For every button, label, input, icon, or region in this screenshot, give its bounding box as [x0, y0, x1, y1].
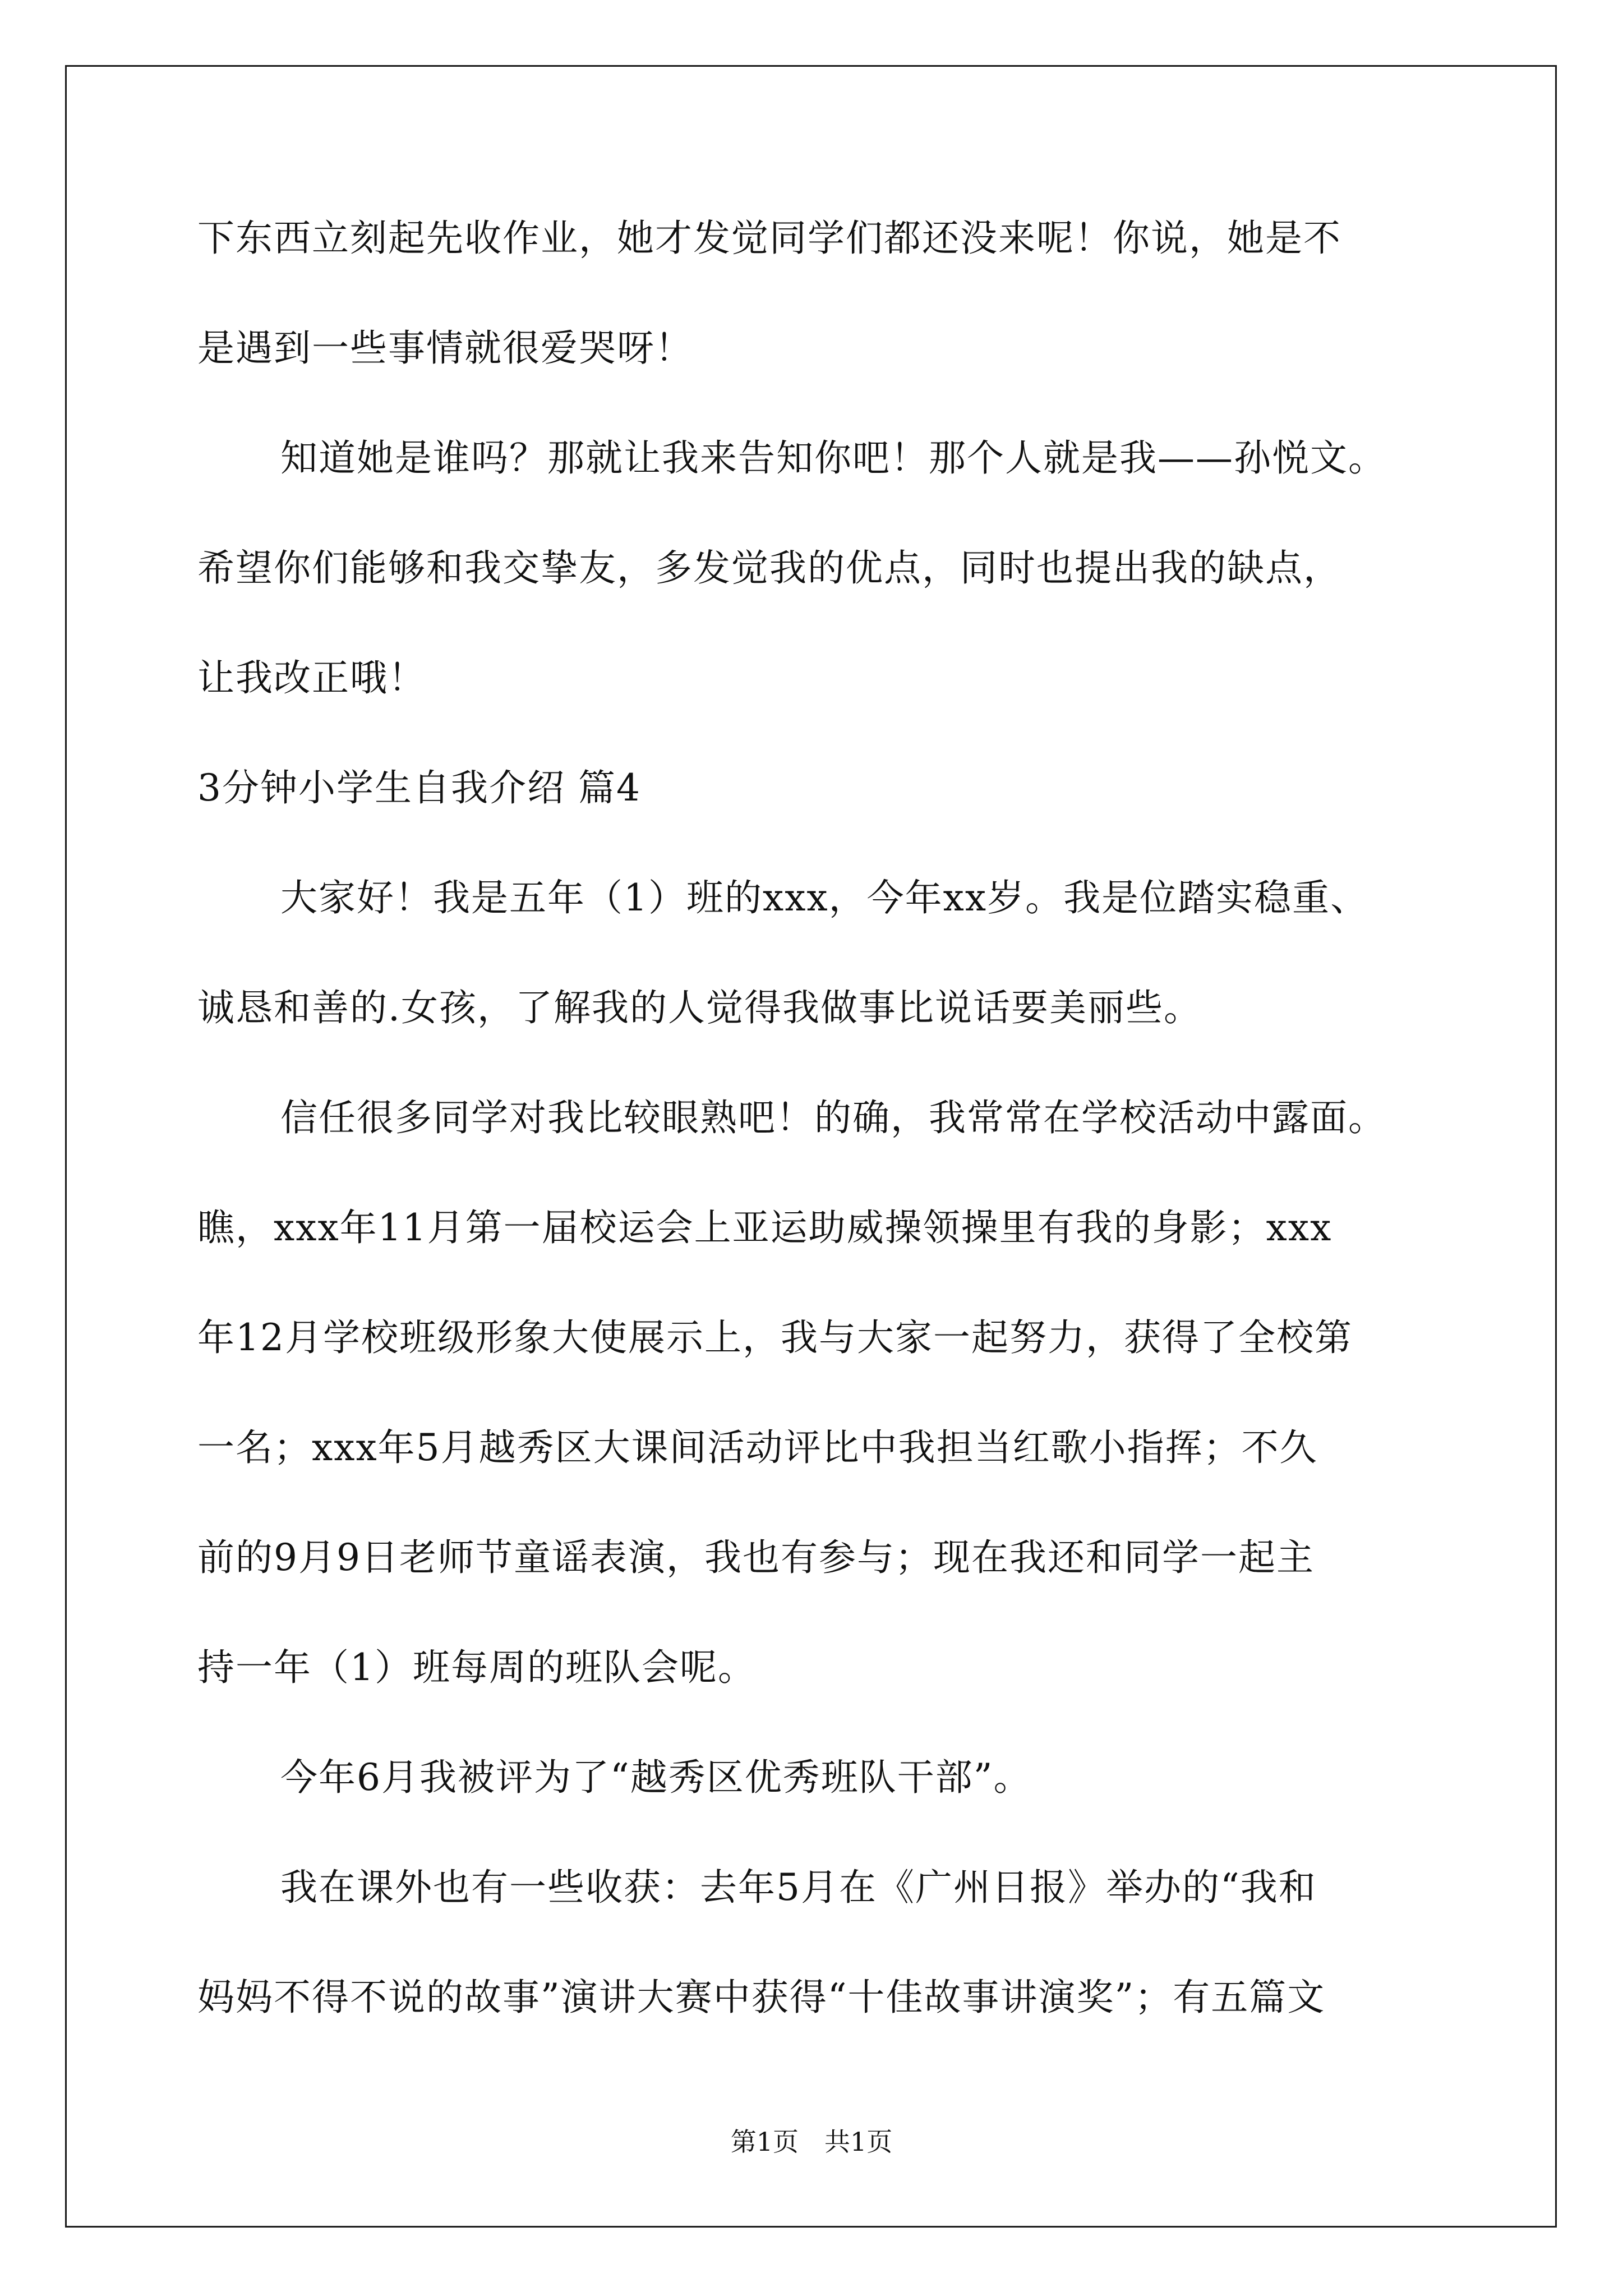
paragraph-line: 一名；xxx年5月越秀区大课间活动评比中我担当红歌小指挥；不久	[197, 1426, 1318, 1469]
paragraph-line: 持一年（1）班每周的班队会呢。	[197, 1646, 756, 1689]
paragraph-line: 诚恳和善的.女孩，了解我的人觉得我做事比说话要美丽些。	[197, 986, 1202, 1029]
paragraph-line: 是遇到一些事情就很爱哭呀！	[197, 326, 693, 370]
paragraph-line: 我在课外也有一些收获：去年5月在《广州日报》举办的“我和	[280, 1866, 1317, 1909]
paragraph-line: 下东西立刻起先收作业，她才发觉同学们都还没来呢！你说，她是不	[197, 217, 1341, 260]
paragraph-line: 大家好！我是五年（1）班的xxx，今年xx岁。我是位踏实稳重、	[280, 876, 1369, 919]
paragraph-line: 信任很多同学对我比较眼熟吧！的确，我常常在学校活动中露面。	[280, 1096, 1386, 1139]
paragraph-line: 前的9月9日老师节童谣表演，我也有参与；现在我还和同学一起主	[197, 1536, 1315, 1579]
paragraph-line: 希望你们能够和我交挚友，多发觉我的优点，同时也提出我的缺点，	[197, 546, 1341, 590]
paragraph-line: 知道她是谁吗？那就让我来告知你吧！那个人就是我——孙悦文。	[280, 436, 1386, 480]
paragraph-line: 年12月学校班级形象大使展示上，我与大家一起努力，获得了全校第	[197, 1316, 1353, 1359]
paragraph-line: 让我改正哦！	[197, 656, 426, 700]
paragraph-line: 今年6月我被评为了“越秀区优秀班队干部”。	[280, 1756, 1032, 1799]
paragraph-line: 妈妈不得不说的故事”演讲大赛中获得“十佳故事讲演奖”；有五篇文	[197, 1976, 1326, 2019]
paragraph-line: 瞧，xxx年11月第一届校运会上亚运助威操领操里有我的身影；xxx	[197, 1206, 1332, 1249]
section-heading: 3分钟小学生自我介绍 篇4	[197, 766, 641, 809]
page-number-footer: 第1页 共1页	[730, 2127, 893, 2157]
